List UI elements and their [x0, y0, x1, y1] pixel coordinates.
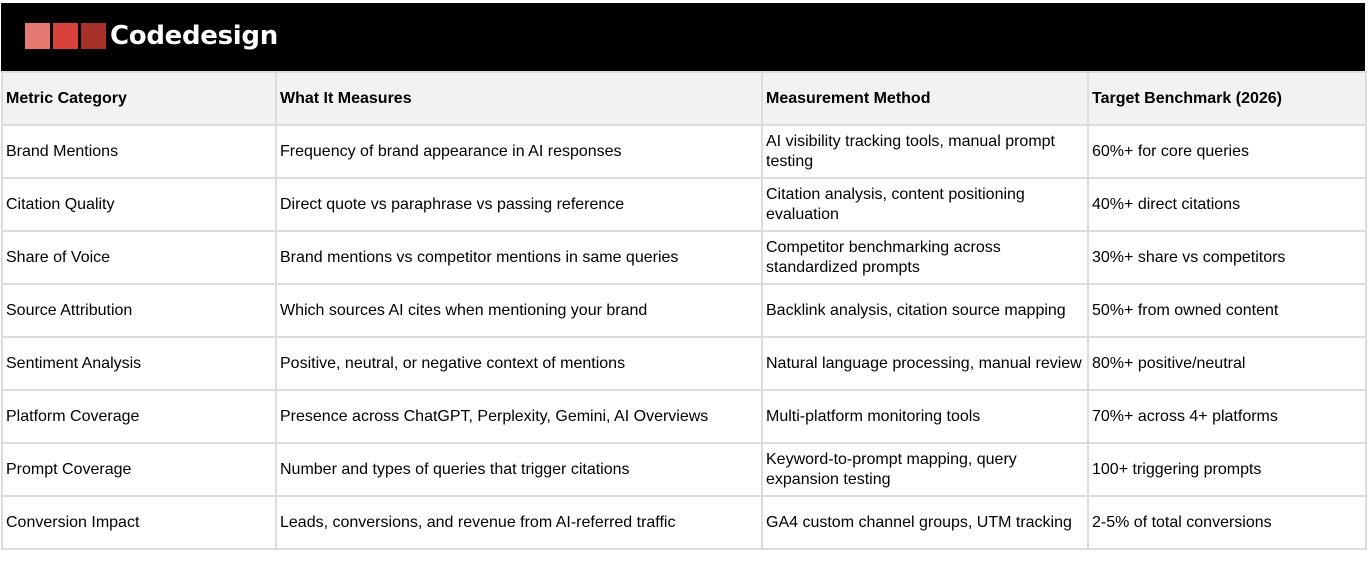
logo-square-icon [25, 23, 50, 49]
table-cell: Natural language processing, manual review [762, 337, 1088, 390]
table-cell: Citation analysis, content positioning evaluation [762, 178, 1088, 231]
column-header: Target Benchmark (2026) [1088, 72, 1366, 125]
table-cell: Keyword-to-prompt mapping, query expansion testing [762, 443, 1088, 496]
column-header: Measurement Method [762, 72, 1088, 125]
logo-square-icon [81, 23, 106, 49]
column-header: Metric Category [2, 72, 276, 125]
table-cell: Sentiment Analysis [2, 337, 276, 390]
table-cell: Source Attribution [2, 284, 276, 337]
table-row [2, 231, 1366, 284]
table-cell: Number and types of queries that trigger citations [276, 443, 762, 496]
table-row [2, 125, 1366, 178]
table-cell: Conversion Impact [2, 496, 276, 549]
table-cell: Multi-platform monitoring tools [762, 390, 1088, 443]
table-header-row [2, 72, 1366, 125]
table-cell: Share of Voice [2, 231, 276, 284]
table-cell: Competitor benchmarking across standardized prompts [762, 231, 1088, 284]
table-cell: Direct quote vs paraphrase vs passing reference [276, 178, 762, 231]
brand-logo [25, 22, 278, 50]
column-header: What It Measures [276, 72, 762, 125]
table-cell: 80%+ positive/neutral [1088, 337, 1366, 390]
page-frame [1, 3, 1365, 569]
table-cell: 40%+ direct citations [1088, 178, 1366, 231]
table-cell: Platform Coverage [2, 390, 276, 443]
header-bar [1, 3, 1365, 71]
table-cell: Leads, conversions, and revenue from AI-referred traffic [276, 496, 762, 549]
table-cell: 2-5% of total conversions [1088, 496, 1366, 549]
table-cell: Frequency of brand appearance in AI responses [276, 125, 762, 178]
table-cell: 100+ triggering prompts [1088, 443, 1366, 496]
table-row [2, 443, 1366, 496]
table-cell: Backlink analysis, citation source mapping [762, 284, 1088, 337]
metrics-table [1, 71, 1367, 550]
table-cell: 30%+ share vs competitors [1088, 231, 1366, 284]
table-cell: Brand Mentions [2, 125, 276, 178]
logo-square-icon [53, 23, 78, 49]
table-cell: Positive, neutral, or negative context of mentions [276, 337, 762, 390]
table-cell: Citation Quality [2, 178, 276, 231]
table-cell: 60%+ for core queries [1088, 125, 1366, 178]
table-row [2, 390, 1366, 443]
table-cell: Presence across ChatGPT, Perplexity, Gemini, AI Overviews [276, 390, 762, 443]
table-cell: AI visibility tracking tools, manual prompt testing [762, 125, 1088, 178]
table-row [2, 337, 1366, 390]
table-row [2, 496, 1366, 549]
table-cell: Prompt Coverage [2, 443, 276, 496]
table-cell: Which sources AI cites when mentioning your brand [276, 284, 762, 337]
table-row [2, 284, 1366, 337]
table-cell: 70%+ across 4+ platforms [1088, 390, 1366, 443]
table-row [2, 178, 1366, 231]
table-cell: Brand mentions vs competitor mentions in same queries [276, 231, 762, 284]
table-cell: 50%+ from owned content [1088, 284, 1366, 337]
brand-name: Codedesign [110, 21, 278, 51]
table-cell: GA4 custom channel groups, UTM tracking [762, 496, 1088, 549]
